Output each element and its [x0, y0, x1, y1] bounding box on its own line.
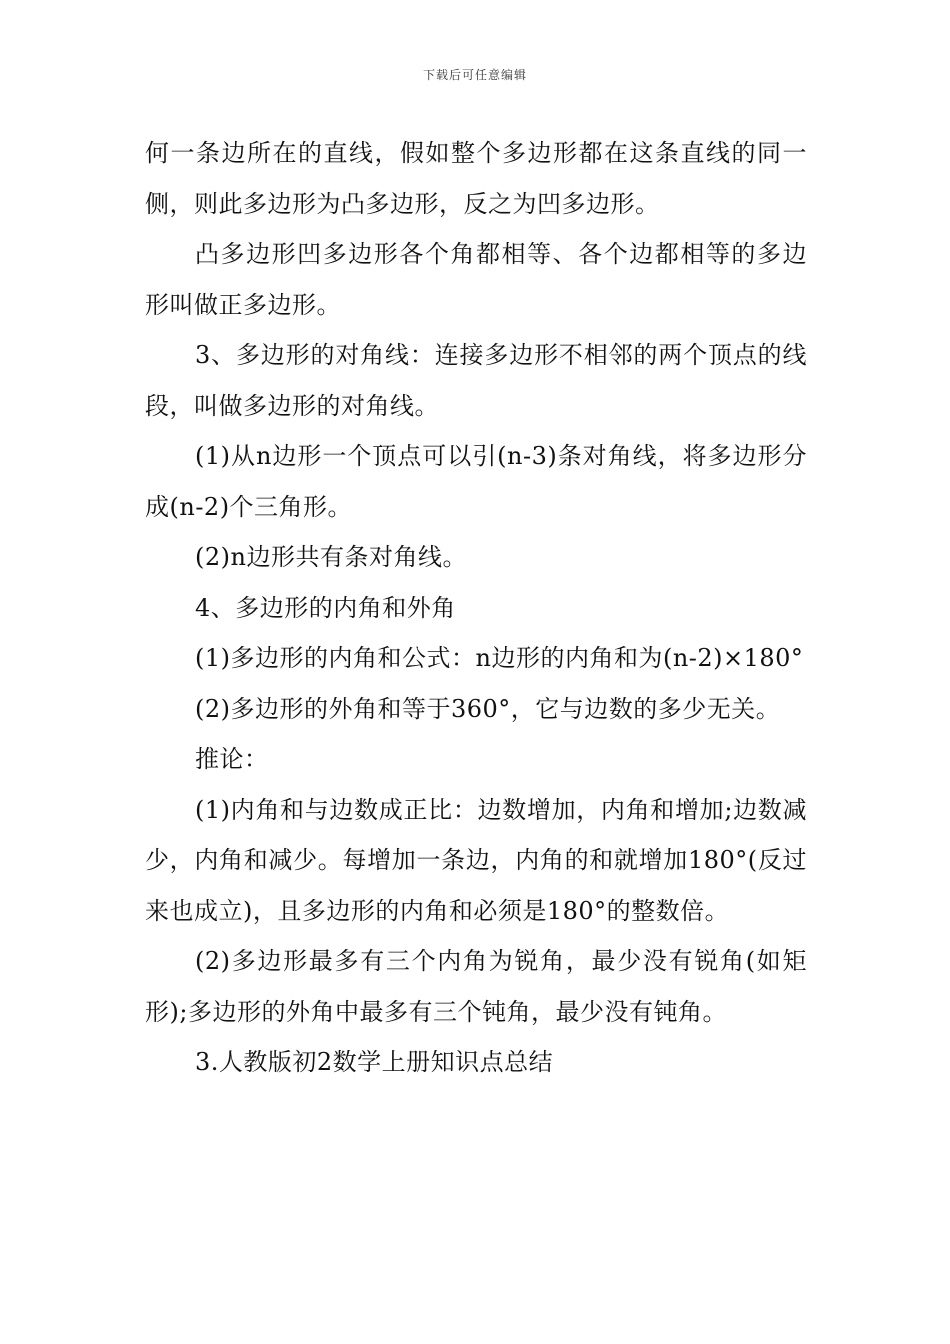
paragraph-diagonal-heading: 3、多边形的对角线：连接多边形不相邻的两个顶点的线段，叫做多边形的对角线。 — [145, 341, 807, 420]
paragraph-angles-heading: 4、多边形的内角和外角 — [195, 593, 456, 622]
paragraph-exterior-angle-sum: (2)多边形的外角和等于360°，它与边数的多少无关。 — [195, 694, 781, 723]
page-header: 下载后可任意编辑 — [422, 68, 527, 82]
paragraph-corollary-heading: 推论： — [195, 745, 269, 773]
paragraph-interior-angle-formula: (1)多边形的内角和公式：n边形的内角和为(n-2)×180° — [195, 644, 804, 672]
paragraph-regular-polygon: 凸多边形凹多边形各个角都相等、各个边都相等的多边形叫做正多边形。 — [145, 240, 807, 319]
document-body — [145, 128, 807, 1088]
paragraph-corollary-2: (2)多边形最多有三个内角为锐角，最少没有锐角(如矩形);多边形的外角中最多有三个钝角，最少没有钝角。 — [145, 947, 807, 1026]
paragraph-convex-definition: 何一条边所在的直线，假如整个多边形都在这条直线的同一侧，则此多边形为凸多边形，反之为凹多边形。 — [145, 139, 807, 218]
paragraph-corollary-1: (1)内角和与边数成正比：边数增加，内角和增加;边数减少，内角和减少。每增加一条边，内角的和就增加180°(反过来也成立)，且多边形的内角和必须是180°的整数倍。 — [145, 795, 807, 925]
section-heading-3: 3.人教版初2数学上册知识点总结 — [195, 1048, 554, 1076]
paragraph-diagonal-rule-2: (2)n边形共有条对角线。 — [195, 543, 467, 571]
paragraph-diagonal-rule-1: (1)从n边形一个顶点可以引(n-3)条对角线，将多边形分成(n-2)个三角形。 — [145, 442, 807, 521]
